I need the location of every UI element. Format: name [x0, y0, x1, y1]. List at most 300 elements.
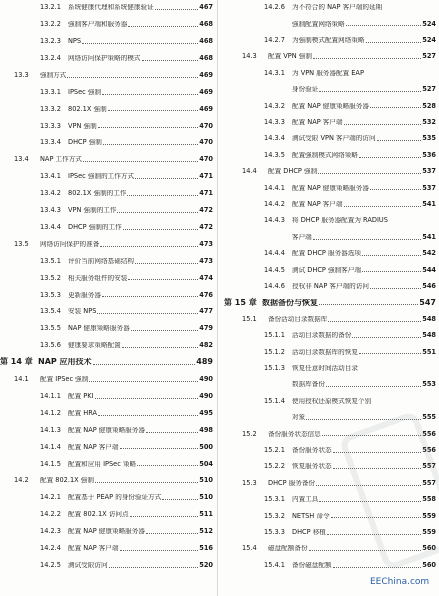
- toc-section-entry: [224, 164, 436, 179]
- toc-entry-title: 安装 NPS: [68, 308, 97, 315]
- toc-entry-number: 14.3: [242, 52, 257, 61]
- toc-page-number: 473: [199, 239, 213, 248]
- toc-entry-title: 配置 PKI: [68, 392, 94, 400]
- toc-subsection-entry: [0, 270, 213, 285]
- toc-page-number: 548: [422, 314, 436, 323]
- toc-entry-title: 配置基于 PEAP 的身份验证方式: [68, 494, 162, 501]
- toc-page-number: 559: [422, 528, 436, 536]
- toc-subsection-entry: [0, 254, 213, 269]
- toc-subsection-entry: [0, 0, 213, 15]
- toc-page-number: 467: [199, 3, 213, 12]
- toc-page-number: 504: [199, 459, 213, 468]
- toc-subsection-entry: [0, 423, 213, 438]
- toc-subsection-entry: [224, 213, 436, 228]
- toc-entry-title: 配置 NAP 健康策略服务器: [68, 528, 145, 535]
- toc-entry-title: 配置强制模式网络策略: [292, 151, 358, 159]
- toc-entry-title: 配置 VPN 强制: [268, 53, 312, 60]
- toc-entry-number: 14.4.5: [264, 265, 285, 274]
- toc-dot-leader: [102, 296, 198, 297]
- toc-subsection-entry: [0, 507, 213, 522]
- toc-dot-leader: [89, 381, 198, 382]
- toc-entry-number: 14.2: [14, 476, 29, 485]
- toc-entry-number: 13.5.6: [40, 341, 61, 350]
- toc-dot-leader: [318, 173, 421, 174]
- toc-page-number: 532: [422, 118, 436, 126]
- toc-page-number: 468: [199, 53, 213, 62]
- toc-page-number: 560: [422, 544, 436, 553]
- toc-section-entry: [224, 312, 436, 327]
- toc-entry-title: 802.1X 强制的工作: [68, 190, 127, 197]
- toc-subsection-entry: [0, 338, 213, 353]
- toc-dot-leader: [328, 321, 421, 322]
- toc-page-number: 537: [422, 183, 436, 192]
- toc-entry-title: 恢复服务状态: [292, 463, 332, 470]
- toc-section-entry: [0, 372, 213, 387]
- toc-section-entry: [0, 152, 213, 167]
- toc-page-number: 548: [422, 331, 436, 340]
- toc-entry-number: 14.4.2: [264, 200, 285, 208]
- toc-entry-title: 网络访问保护的准备: [40, 240, 100, 248]
- toc-entry-title: 配置 DHCP 强制: [268, 168, 318, 175]
- toc-page-number: 535: [422, 134, 436, 143]
- toc-entry-number: 14.2.5: [40, 560, 61, 569]
- toc-subsection-entry: [0, 220, 213, 235]
- toc-entry-number: 13.3.4: [40, 138, 61, 147]
- toc-entry-number: 14.2.4: [40, 544, 61, 552]
- toc-entry-number: 13.4.2: [40, 189, 61, 198]
- toc-entry-title: 配置 DHCP 服务器选项: [292, 250, 361, 257]
- toc-entry-number: 14.3.5: [264, 150, 285, 159]
- toc-dot-leader: [120, 448, 199, 449]
- toc-entry-number: 13.4: [14, 155, 29, 164]
- toc-subsection-entry: [224, 262, 436, 277]
- toc-subsection-entry: [0, 17, 213, 32]
- toc-chapter-entry: [0, 355, 213, 370]
- toc-page-number: 551: [422, 347, 436, 356]
- toc-entry-title: 更新服务器: [68, 291, 101, 299]
- toc-page-number: 495: [199, 408, 213, 417]
- toc-entry-title: 备份服务状态信息: [268, 430, 321, 438]
- toc-entry-title: 为强制模式配置网络策略: [292, 37, 365, 44]
- toc-dot-leader: [97, 313, 198, 314]
- toc-entry-title: 强制配置网络策略: [292, 20, 345, 28]
- toc-page-number: 469: [199, 104, 213, 113]
- toc-dot-leader: [67, 77, 198, 78]
- toc-entry-title: 配置 NAP 客户端: [68, 443, 119, 451]
- site-logo: EEChina.com: [370, 577, 430, 587]
- toc-subsection-entry: [0, 304, 213, 319]
- toc-subsection-entry: [0, 321, 213, 336]
- toc-entry-number: 13.5: [14, 239, 29, 248]
- toc-dot-leader: [326, 386, 421, 387]
- toc-dot-leader: [344, 206, 422, 207]
- toc-dot-leader: [98, 415, 198, 416]
- toc-dot-leader: [82, 43, 198, 44]
- toc-entry-title: DHCP 强制: [68, 139, 102, 146]
- toc-subsection-entry: [0, 558, 213, 573]
- toc-entry-title: 客户端: [292, 233, 312, 241]
- toc-entry-number: 14.1.5: [40, 459, 61, 468]
- toc-page-number: 542: [422, 249, 436, 258]
- toc-subsection-entry: [0, 490, 213, 505]
- toc-page-number: 557: [422, 478, 436, 487]
- toc-subsection-entry: [224, 180, 436, 195]
- toc-dot-leader: [95, 482, 198, 483]
- toc-entry-number: 15.1.3: [264, 364, 285, 372]
- toc-entry-number: 13.2.3: [40, 37, 61, 45]
- toc-dot-leader: [370, 288, 421, 289]
- toc-page-number: 527: [422, 85, 436, 94]
- toc-entry-title: 备份磁盘配额: [292, 561, 332, 569]
- toc-entry-number: 14.4.6: [264, 282, 285, 290]
- toc-subsection-entry: [224, 98, 436, 113]
- toc-entry-title: 数据备份与恢复: [262, 298, 318, 307]
- toc-dot-leader: [370, 107, 421, 108]
- toc-entry-title: 强制客户端和服务器: [68, 21, 128, 28]
- toc-entry-number: 15.3.1: [264, 495, 285, 504]
- toc-dot-leader: [313, 239, 421, 240]
- toc-page-number: 553: [422, 380, 436, 389]
- toc-dot-leader: [122, 347, 198, 348]
- toc-entry-number: 13.5.4: [40, 307, 61, 316]
- toc-page-number: 541: [422, 200, 436, 208]
- toc-page-number: 469: [199, 70, 213, 79]
- toc-subsection-entry: [224, 279, 436, 294]
- toc-entry-title: 配置 NAP 客户端: [68, 545, 119, 552]
- toc-entry-number: 15.4: [242, 544, 257, 553]
- toc-entry-title: VPN 强制: [68, 122, 97, 130]
- toc-entry-title: 相关服务组件的安装: [68, 274, 128, 282]
- toc-subsection-entry: [0, 51, 213, 66]
- toc-dot-leader: [98, 127, 199, 128]
- toc-entry-number: 14.2.1: [40, 493, 61, 502]
- toc-page-number: 468: [199, 37, 213, 45]
- toc-entry-number: 15.3: [242, 478, 257, 487]
- toc-entry-number: 15.3.3: [264, 528, 285, 536]
- toc-page-number: 555: [422, 413, 436, 422]
- toc-page-number: 557: [422, 462, 436, 471]
- toc-page-number: 559: [422, 511, 436, 520]
- toc-entry-number: 13.2.4: [40, 53, 61, 62]
- toc-entry-number: 13.2.1: [40, 3, 61, 12]
- toc-entry-title: IPSec 强制的工作方式: [68, 173, 135, 180]
- toc-page-number: 510: [199, 493, 213, 502]
- toc-entry-title: 为不符合的 NAP 客户端的延期: [292, 4, 383, 11]
- toc-page-number: 556: [422, 429, 436, 438]
- toc-subsection-entry: [0, 101, 213, 116]
- toc-subsection-entry: [224, 66, 436, 81]
- toc-dot-leader: [346, 25, 421, 26]
- toc-dot-leader: [102, 94, 198, 95]
- toc-subsection-entry: [0, 439, 213, 454]
- toc-subsection-entry: [0, 135, 213, 150]
- toc-entry-title: 配置 NAP 客户端: [292, 201, 343, 208]
- toc-dot-leader: [146, 533, 198, 534]
- toc-subsection-entry: [224, 131, 436, 146]
- toc-section-entry: [0, 68, 213, 83]
- toc-subsection-entry: [224, 115, 436, 130]
- toc-dot-leader: [142, 60, 199, 61]
- toc-subsection-entry: [0, 203, 213, 218]
- toc-subsection-entry: [224, 377, 436, 392]
- toc-section-entry: [0, 237, 213, 252]
- toc-page-number: 490: [199, 375, 213, 383]
- toc-subsection-entry: [0, 85, 213, 100]
- toc-entry-title: 配置 HRA: [68, 409, 98, 417]
- toc-page-number: 560: [422, 560, 436, 569]
- toc-entry-title: 数据库备份: [292, 381, 325, 388]
- toc-entry-number: 14.1.1: [40, 391, 61, 400]
- toc-entry-title: 为 VPN 服务器配置 EAP: [292, 69, 364, 77]
- toc-subsection-entry: [224, 394, 436, 409]
- toc-dot-leader: [333, 567, 422, 568]
- toc-dot-leader: [117, 212, 198, 213]
- toc-entry-number: 13.3.2: [40, 104, 61, 113]
- toc-page-number: 537: [422, 167, 436, 176]
- toc-dot-leader: [108, 110, 199, 111]
- toc-dot-leader: [162, 499, 198, 500]
- toc-entry-title: NAP 工作方式: [40, 156, 82, 163]
- toc-entry-title: 系统健康代理和系统健康验证: [68, 4, 154, 11]
- toc-page-number: 536: [422, 150, 436, 159]
- toc-entry-number: 15.1.2: [264, 347, 285, 356]
- toc-page-number: 527: [422, 52, 436, 61]
- toc-entry-title: NPS: [68, 38, 82, 45]
- toc-subsection-entry: [224, 328, 436, 343]
- toc-dot-leader: [130, 516, 199, 517]
- toc-page-number: 472: [199, 222, 213, 231]
- toc-entry-title: 健康要求策略配置: [68, 342, 121, 349]
- toc-entry-number: 14.4.4: [264, 249, 285, 258]
- toc-subsection-entry: [224, 230, 436, 245]
- toc-page-number: 477: [199, 307, 213, 316]
- toc-entry-title: 配置 IPSec 强制: [40, 376, 89, 383]
- toc-page-number: 469: [199, 87, 213, 96]
- toc-entry-number: 14.1: [14, 375, 29, 383]
- toc-entry-title: 配置和应用 IPSec 策略: [68, 460, 137, 468]
- toc-subsection-entry: [0, 34, 213, 49]
- toc-page-number: 498: [199, 425, 213, 434]
- toc-page-number: 510: [199, 476, 213, 485]
- toc-page-number: 471: [199, 172, 213, 181]
- toc-dot-leader: [362, 271, 421, 272]
- toc-entry-number: 14.1.4: [40, 442, 61, 451]
- toc-dot-leader: [362, 255, 421, 256]
- toc-entry-title: 使用授权还原模式恢复个别: [292, 397, 372, 405]
- toc-dot-leader: [83, 161, 198, 162]
- toc-entry-title: 强制方式: [40, 71, 67, 79]
- toc-entry-title: 恢复任意时间活动目录: [292, 365, 358, 372]
- toc-dot-leader: [359, 157, 421, 158]
- toc-entry-title: 磁盘配额备份: [268, 545, 308, 552]
- toc-entry-title: 身份验证: [292, 86, 319, 93]
- toc-entry-title: 授权非 NAP 客户端的访问: [292, 283, 369, 290]
- toc-entry-number: 14.4: [242, 167, 257, 176]
- toc-subsection-entry: [224, 33, 436, 48]
- toc-entry-title: VPN 强制的工作: [68, 207, 117, 214]
- toc-entry-number: 14.3.4: [264, 134, 285, 143]
- toc-entry-title: 测试受限访问: [68, 561, 108, 569]
- toc-page-number: 546: [422, 282, 436, 290]
- toc-entry-number: 13.3.3: [40, 121, 61, 130]
- toc-entry-title: NAP 健康策略服务器: [68, 325, 130, 332]
- toc-entry-number: 13.5.3: [40, 290, 61, 299]
- toc-page-number: 544: [422, 265, 436, 274]
- toc-entry-title: 将 DHCP 服务器配置为 RADIUS: [292, 217, 388, 224]
- toc-dot-leader: [103, 144, 198, 145]
- toc-chapter-entry: [224, 295, 436, 310]
- toc-page-number: 476: [199, 290, 213, 299]
- toc-entry-title: 配置 NAP 健康策略服务器: [292, 184, 369, 192]
- toc-entry-number: 15.2: [242, 429, 257, 438]
- toc-section-entry: [224, 49, 436, 64]
- toc-entry-number: 第 14 章: [0, 357, 33, 367]
- toc-entry-number: 13.5.2: [40, 273, 61, 282]
- toc-entry-number: 13.5.1: [40, 256, 61, 265]
- toc-dot-leader: [135, 178, 198, 179]
- toc-page-number: 468: [199, 20, 213, 29]
- toc-entry-title: DHCP 移植: [292, 529, 326, 536]
- toc-dot-leader: [131, 330, 199, 331]
- toc-subsection-entry: [0, 456, 213, 471]
- toc-subsection-entry: [0, 524, 213, 539]
- toc-dot-leader: [123, 229, 199, 230]
- toc-dot-leader: [135, 263, 198, 264]
- toc-subsection-entry: [0, 389, 213, 404]
- toc-dot-leader: [146, 432, 198, 433]
- toc-entry-number: 15.1.1: [264, 331, 285, 340]
- toc-page-number: 520: [199, 560, 213, 569]
- toc-entry-title: NETSH 命令: [292, 512, 330, 520]
- toc-subsection-entry: [224, 148, 436, 163]
- toc-page-number: 490: [199, 391, 213, 400]
- toc-page-number: 556: [422, 446, 436, 454]
- toc-dot-leader: [155, 9, 199, 10]
- toc-subsection-entry: [0, 118, 213, 133]
- toc-dot-leader: [319, 304, 418, 305]
- toc-dot-leader: [93, 364, 196, 365]
- toc-entry-title: 测试受限 VPN 客户端的访问: [292, 135, 376, 142]
- toc-page-number: 473: [199, 256, 213, 265]
- toc-subsection-entry: [224, 344, 436, 359]
- toc-dot-leader: [352, 337, 421, 338]
- toc-dot-leader: [127, 195, 198, 196]
- toc-dot-leader: [100, 246, 198, 247]
- toc-entry-number: 14.4.1: [264, 183, 285, 192]
- toc-entry-number: 第 15 章: [224, 297, 257, 307]
- toc-entry-title: 测试 DHCP 强制客户端: [292, 266, 361, 274]
- toc-entry-number: 14.4.3: [264, 216, 285, 225]
- toc-dot-leader: [128, 279, 198, 280]
- toc-entry-title: 802.1X 强制: [68, 105, 107, 113]
- toc-dot-leader: [313, 58, 421, 59]
- toc-subsection-entry: [0, 287, 213, 302]
- toc-page-number: 511: [199, 510, 213, 519]
- toc-entry-number: 15.2.2: [264, 462, 285, 471]
- toc-entry-number: 14.1.3: [40, 425, 61, 434]
- toc-dot-leader: [344, 124, 422, 125]
- toc-subsection-entry: [224, 16, 436, 31]
- toc-page-number: 470: [199, 155, 213, 164]
- toc-dot-leader: [319, 91, 421, 92]
- toc-subsection-entry: [224, 197, 436, 212]
- toc-entry-number: 14.1.2: [40, 408, 61, 417]
- toc-entry-number: 13.3.1: [40, 87, 61, 96]
- toc-entry-title: 评价当前网络基础结构: [68, 257, 134, 265]
- toc-page-number: 489: [196, 357, 213, 367]
- toc-entry-title: NAP 应用技术: [38, 358, 92, 367]
- toc-entry-title: 配置 802.1X 强制: [40, 477, 94, 484]
- toc-entry-title: DHCP 强制的工作: [68, 223, 122, 231]
- toc-entry-number: 13.4.4: [40, 222, 61, 231]
- toc-entry-title: 配置 802.1X 访问点: [68, 511, 129, 518]
- toc-page-number: 528: [422, 101, 436, 110]
- toc-page-number: 474: [199, 273, 213, 282]
- toc-page-number: 516: [199, 544, 213, 552]
- toc-subsection-entry: [0, 541, 213, 556]
- toc-dot-leader: [366, 42, 422, 43]
- toc-entry-title: 活动目录数据库的恢复: [292, 348, 358, 356]
- toc-entry-number: 14.3.2: [264, 101, 285, 110]
- toc-dot-leader: [137, 465, 198, 466]
- toc-entry-number: 15.1: [242, 314, 257, 323]
- toc-entry-title: 配置 NAP 健康策略服务器: [68, 426, 145, 434]
- toc-entry-number: 14.2.2: [40, 510, 61, 519]
- toc-subsection-entry: [0, 406, 213, 421]
- toc-page-number: 541: [422, 232, 436, 241]
- toc-page-number: 524: [422, 19, 436, 28]
- toc-entry-title: 网络访问保护策略的模式: [68, 54, 141, 62]
- toc-entry-number: 14.3.3: [264, 118, 285, 126]
- toc-subsection-entry: [0, 186, 213, 201]
- toc-entry-number: 14.2.7: [264, 36, 285, 44]
- toc-entry-number: 15.3.2: [264, 511, 285, 520]
- toc-entry-title: 内置工具: [292, 496, 319, 503]
- toc-page-number: 472: [199, 206, 213, 214]
- toc-subsection-entry: [224, 246, 436, 261]
- toc-entry-number: 13.5.5: [40, 324, 61, 333]
- toc-entry-number: 15.2.1: [264, 446, 285, 454]
- toc-entry-number: 14.2.3: [40, 527, 61, 536]
- toc-dot-leader: [120, 550, 199, 551]
- toc-subsection-entry: [0, 169, 213, 184]
- toc-page-number: 524: [422, 36, 436, 44]
- toc-dot-leader: [370, 189, 421, 190]
- toc-page-number: 479: [199, 324, 213, 333]
- toc-subsection-entry: [224, 0, 436, 15]
- toc-page-number: 512: [199, 527, 213, 536]
- toc-page-number: 482: [199, 341, 213, 350]
- toc-dot-leader: [377, 140, 422, 141]
- toc-entry-title: 备份活动目录数据库: [268, 315, 328, 323]
- toc-entry-number: 13.4.1: [40, 172, 61, 181]
- toc-page-number: 471: [199, 189, 213, 198]
- toc-page-number: 500: [199, 442, 213, 451]
- toc-page-number: 547: [419, 297, 436, 307]
- toc-entry-title: 备份服务状态: [292, 447, 332, 454]
- column-divider: [217, 0, 218, 596]
- toc-entry-number: 13.2.2: [40, 20, 61, 29]
- toc-entry-number: 13.3: [14, 70, 29, 79]
- toc-entry-number: 15.1.4: [264, 396, 285, 405]
- toc-page-number: 470: [199, 138, 213, 147]
- toc-entry-number: 15.4.1: [264, 560, 285, 569]
- toc-entry-title: 活动目录数据的备份: [292, 332, 352, 339]
- toc-entry-title: DHCP 服务备份: [268, 479, 316, 487]
- toc-subsection-entry: [224, 82, 436, 97]
- toc-entry-title: 对象: [292, 414, 306, 421]
- toc-page-number: 470: [199, 121, 213, 130]
